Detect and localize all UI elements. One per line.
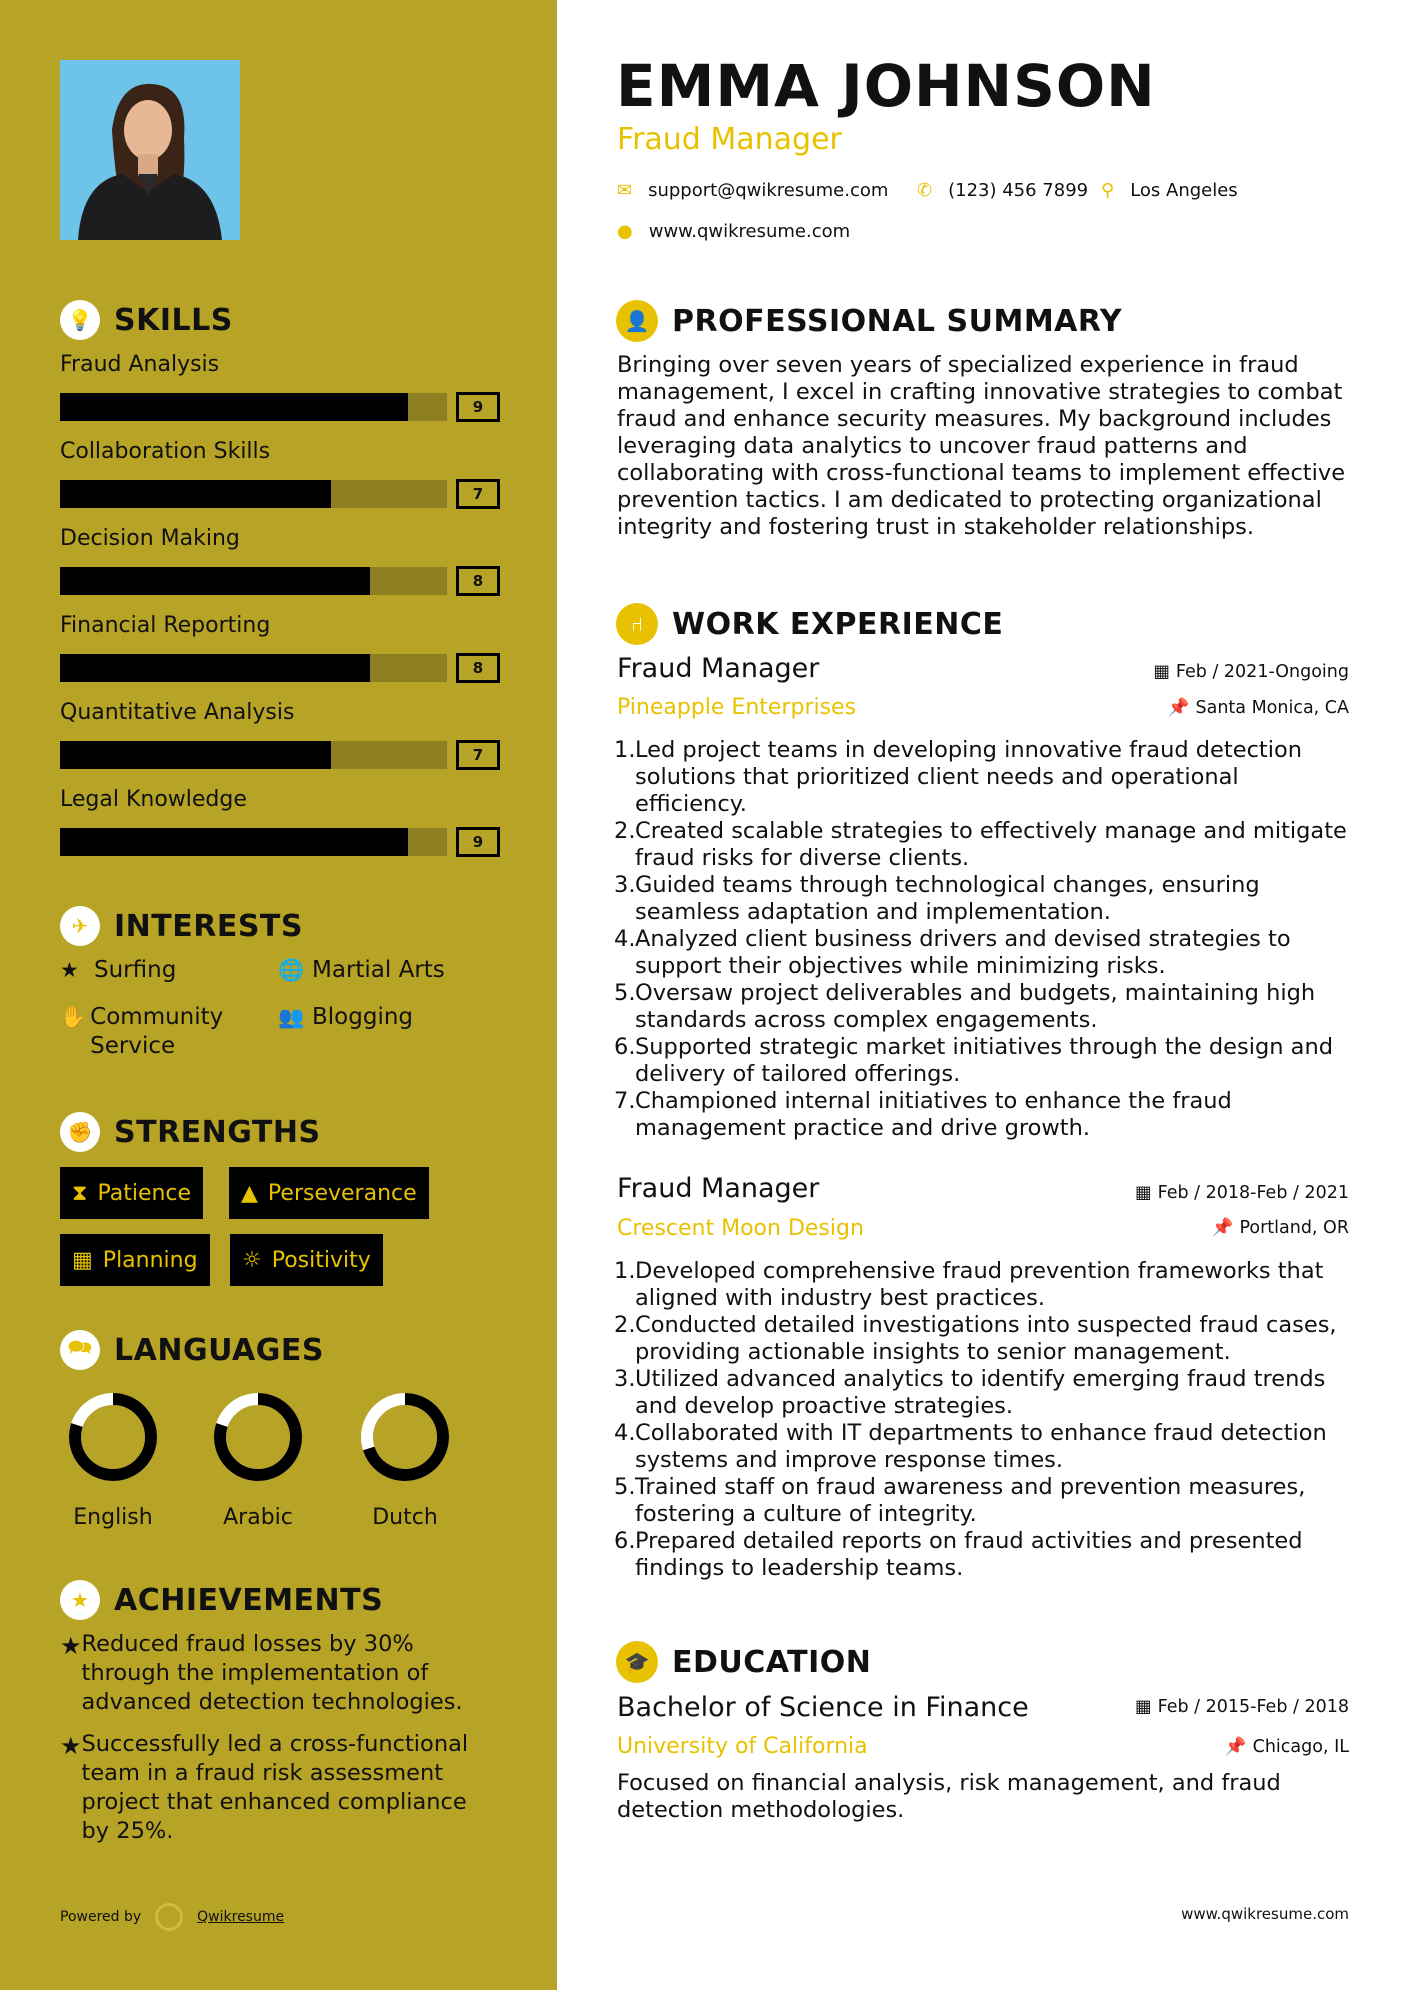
list-item: 2. Conducted detailed investigations into suspected fraud cases, providing actionable insights to senior management. — [614, 1312, 1337, 1365]
languages-heading: 🗪 LANGUAGES — [60, 1330, 324, 1370]
summary-text: Bringing over seven years of specialized experience in fraud management, I excel in crafting innovative strategies to combat fraud and enhance security measures. My background includes leveraging data analytics to uncover fraud patterns and collaborating with cross-functional teams to implement effective prevention tactics. I am dedicated to protecting organizational integrity and fostering trust in stakeholder relationships. — [617, 352, 1346, 540]
strength-badge: ▲ Perseverance — [229, 1167, 429, 1219]
language-item: Dutch — [355, 1387, 455, 1530]
interest-item: 🌐 Martial Arts — [278, 957, 445, 983]
job-responsibilities — [614, 1258, 1354, 1582]
education-dates: ▦ Feb / 2015-Feb / 2018 — [1135, 1697, 1349, 1717]
phone-icon: ✆ — [917, 180, 933, 201]
lightbulb-icon: 💡 — [60, 300, 100, 340]
strengths-heading: ✊ STRENGTHS — [60, 1112, 321, 1152]
list-item: 5. Oversaw project deliverables and budgets, maintaining high standards across complex engagements. — [614, 980, 1316, 1033]
skill-score: 8 — [456, 653, 500, 683]
skills-heading: 💡 SKILLS — [60, 300, 233, 340]
list-item: 5. Trained staff on fraud awareness and prevention measures, fostering a culture of integrity. — [614, 1474, 1306, 1527]
skill-bar — [60, 393, 500, 421]
list-item: 4. Analyzed client business drivers and devised strategies to support their objectives while minimizing risks. — [614, 926, 1291, 979]
skill-name: Financial Reporting — [60, 613, 271, 638]
skill-bar — [60, 654, 500, 682]
job-company: Pineapple Enterprises — [617, 695, 857, 720]
skill-item — [60, 526, 500, 595]
interest-item: 👥 Blogging — [278, 1004, 414, 1030]
skill-name: Quantitative Analysis — [60, 700, 295, 725]
job-title: Fraud Manager — [617, 1173, 820, 1204]
list-item: 1. Developed comprehensive fraud prevention frameworks that aligned with industry best practices. — [614, 1258, 1324, 1311]
school-name: University of California — [617, 1734, 868, 1759]
calendar-icon: ▦ — [1135, 1183, 1152, 1203]
skill-bar — [60, 480, 500, 508]
qwikresume-logo-icon — [155, 1903, 183, 1931]
interests-heading: ✈ INTERESTS — [60, 906, 303, 946]
calendar-icon: ▦ — [1135, 1697, 1152, 1717]
skill-item — [60, 613, 500, 682]
job-dates: ▦ Feb / 2021-Ongoing — [1153, 662, 1349, 682]
strength-badge: ▦ Planning — [60, 1234, 210, 1286]
skill-item — [60, 439, 500, 508]
list-item: 6. Prepared detailed reports on fraud activities and presented findings to leadership teams. — [614, 1528, 1303, 1581]
globe-icon: ● — [617, 221, 633, 242]
paper-plane-icon: ✈ — [60, 906, 100, 946]
list-item: 3. Utilized advanced analytics to identify emerging fraud trends and develop proactive strategies. — [614, 1366, 1326, 1419]
qwikresume-link[interactable]: Qwikresume — [197, 1909, 285, 1925]
job-location: 📌 Santa Monica, CA — [1167, 698, 1349, 718]
skill-name: Decision Making — [60, 526, 240, 551]
language-ring — [63, 1387, 163, 1487]
road-icon: ▲ — [241, 1180, 258, 1206]
skill-bar — [60, 741, 500, 769]
globe-icon: 🌐 — [278, 958, 305, 982]
candidate-role: Fraud Manager — [617, 122, 842, 157]
pin-icon: 📌 — [1224, 1737, 1247, 1757]
profile-photo — [60, 60, 240, 240]
hourglass-icon: ⧗ — [72, 1180, 88, 1206]
education-heading: 🎓 EDUCATION — [616, 1641, 871, 1683]
contact-location: ⚲ Los Angeles — [1101, 180, 1238, 201]
language-ring — [208, 1387, 308, 1487]
candidate-name: EMMA JOHNSON — [616, 52, 1156, 120]
list-item: 6. Supported strategic market initiatives through the design and delivery of tailored offerings. — [614, 1034, 1334, 1087]
education-description: Focused on financial analysis, risk management, and fraud detection methodologies. — [617, 1770, 1281, 1823]
job-company: Crescent Moon Design — [617, 1216, 864, 1241]
interest-item: ✋ Community Service — [60, 1004, 224, 1059]
skill-score: 9 — [456, 392, 500, 422]
job-location: 📌 Portland, OR — [1211, 1218, 1349, 1238]
user-icon: 👤 — [616, 300, 658, 342]
language-ring — [355, 1387, 455, 1487]
strength-badge: ⧗ Patience — [60, 1167, 203, 1219]
degree-title: Bachelor of Science in Finance — [617, 1692, 1029, 1723]
skill-item — [60, 352, 500, 421]
skill-name: Collaboration Skills — [60, 439, 271, 464]
graduate-icon: 🎓 — [616, 1641, 658, 1683]
pin-icon: 📌 — [1167, 698, 1190, 718]
powered-by: Powered by Qwikresume — [60, 1903, 284, 1931]
interest-item: ★ Surfing — [60, 957, 177, 983]
list-item: 4. Collaborated with IT departments to enhance fraud detection systems and improve response times. — [614, 1420, 1327, 1473]
list-item: 2. Created scalable strategies to effectively manage and mitigate fraud risks for diverse clients. — [614, 818, 1347, 871]
star-icon: ★ — [60, 958, 79, 982]
skill-score: 9 — [456, 827, 500, 857]
list-item: 1. Led project teams in developing innovative fraud detection solutions that prioritized client needs and operational efficiency. — [614, 737, 1303, 817]
calendar-icon: ▦ — [72, 1247, 93, 1273]
summary-heading: 👤 PROFESSIONAL SUMMARY — [616, 300, 1122, 342]
job-responsibilities — [614, 737, 1354, 1142]
hand-icon: ✋ — [60, 1005, 87, 1029]
skill-score: 7 — [456, 740, 500, 770]
experience-heading: ⑁ WORK EXPERIENCE — [616, 603, 1003, 645]
skill-name: Fraud Analysis — [60, 352, 220, 377]
map-pin-icon: ⚲ — [1101, 180, 1115, 201]
achievement-item: ★ Successfully led a cross-functional team in a fraud risk assessment project that enhanced compliance by 25%. — [60, 1731, 469, 1844]
star-badge-icon: ★ — [60, 1580, 100, 1620]
contact-website: ● www.qwikresume.com — [617, 221, 851, 242]
skill-bar — [60, 567, 500, 595]
list-item: 7. Championed internal initiatives to enhance the fraud management practice and drive growth. — [614, 1088, 1232, 1141]
envelope-icon: ✉ — [617, 180, 633, 201]
fist-icon: ✊ — [60, 1112, 100, 1152]
skill-bar — [60, 828, 500, 856]
achievements-heading: ★ ACHIEVEMENTS — [60, 1580, 383, 1620]
footer-website[interactable]: www.qwikresume.com — [1181, 1905, 1349, 1923]
contact-phone: ✆ (123) 456 7899 — [917, 180, 1089, 201]
pin-icon: 📌 — [1211, 1218, 1234, 1238]
skill-item — [60, 700, 500, 769]
skill-name: Legal Knowledge — [60, 787, 247, 812]
language-item: Arabic — [208, 1387, 308, 1530]
users-icon: 👥 — [278, 1005, 305, 1029]
shooting-star-icon: ★ — [60, 1732, 82, 1760]
office-chair-icon: ⑁ — [616, 603, 658, 645]
language-item: English — [63, 1387, 163, 1530]
language-card-icon: 🗪 — [60, 1330, 100, 1370]
list-item: 3. Guided teams through technological changes, ensuring seamless adaptation and implementation. — [614, 872, 1260, 925]
skill-item — [60, 787, 500, 856]
sidebar — [0, 0, 557, 1990]
strength-badge: ☼ Positivity — [230, 1234, 383, 1286]
contact-email: ✉ support@qwikresume.com — [617, 180, 889, 201]
sun-icon: ☼ — [242, 1247, 262, 1273]
job-title: Fraud Manager — [617, 653, 820, 684]
skill-score: 7 — [456, 479, 500, 509]
education-location: 📌 Chicago, IL — [1224, 1737, 1349, 1757]
shooting-star-icon: ★ — [60, 1632, 82, 1660]
achievement-item: ★ Reduced fraud losses by 30% through the implementation of advanced detection technologies. — [60, 1631, 463, 1715]
calendar-icon: ▦ — [1153, 662, 1170, 682]
job-dates: ▦ Feb / 2018-Feb / 2021 — [1135, 1183, 1349, 1203]
skill-score: 8 — [456, 566, 500, 596]
